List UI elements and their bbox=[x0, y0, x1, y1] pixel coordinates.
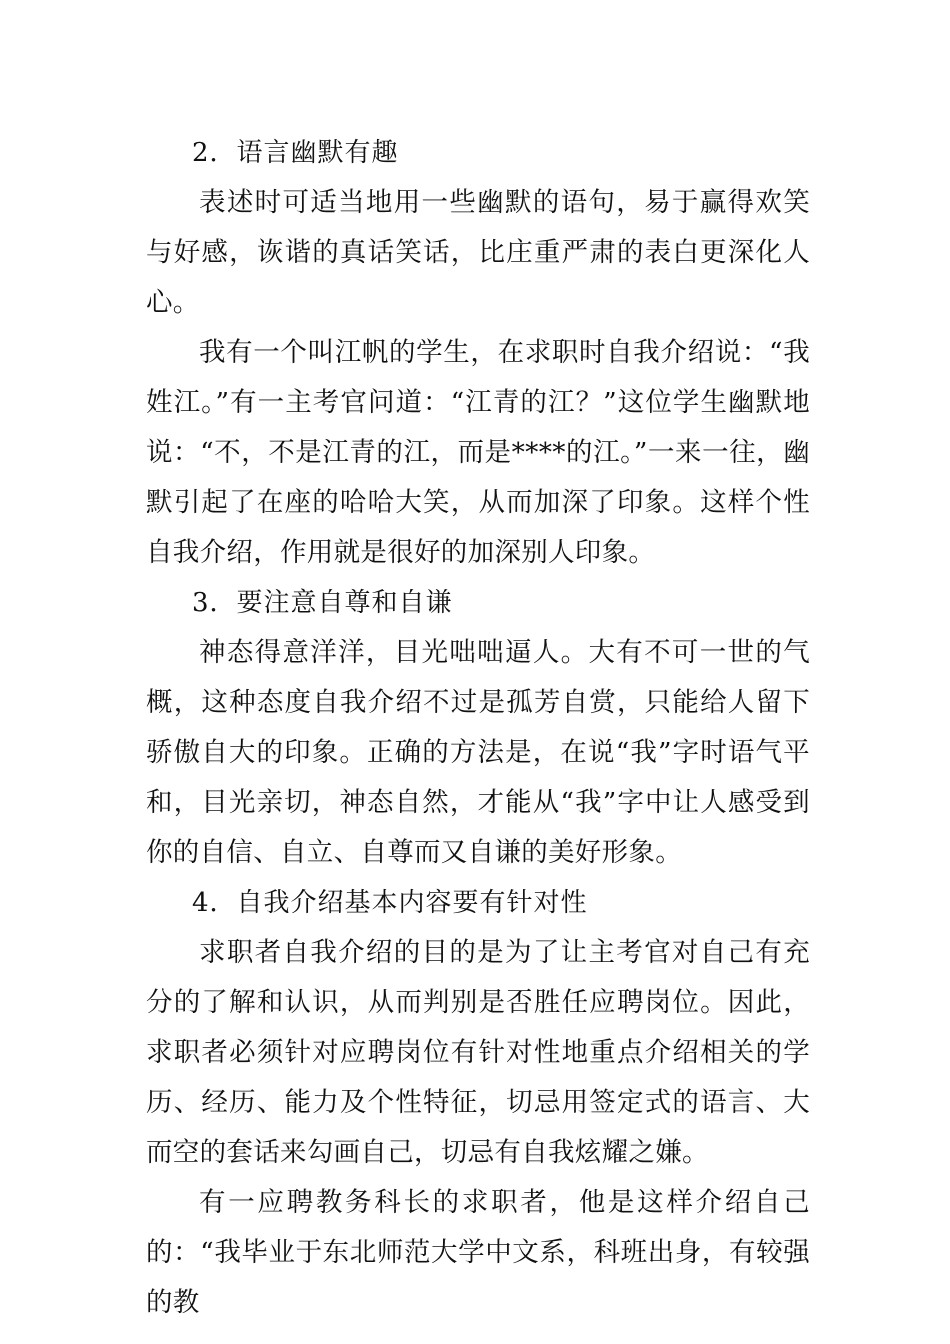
paragraph-applicant-example: 有一应聘教务科长的求职者，他是这样介绍自己的：“我毕业于东北师范大学中文系，科班出身，有较强的教 bbox=[146, 1187, 811, 1318]
paragraph-self-respect: 神态得意洋洋，目光咄咄逼人。大有不可一世的气概，这种态度自我介绍不过是孤芳自赏，只能给人留下骄傲自大的印象。正确的方法是，在说“我”字时语气平和，目光亲切，神态自然，才能从“我”字中让人感受到你的自信、自立、自尊而又自谦的美好形象。 bbox=[146, 637, 810, 868]
paragraph-humor-example: 我有一个叫江帆的学生，在求职时自我介绍说：“我姓江。”有一主考官问道：“江青的江？”这位学生幽默地说：“不，不是江青的江，而是****的江。”一来一往，幽默引起了在座的哈哈大笑，从而加深了印象。这样个性自我介绍，作用就是很好的加深别人印象。 bbox=[146, 337, 810, 568]
document-body bbox=[146, 128, 810, 1328]
paragraph-humor-intro: 表述时可适当地用一些幽默的语句，易于赢得欢笑与好感，诙谐的真话笑话，比庄重严肃的表白更深化人心。 bbox=[146, 187, 810, 318]
paragraph-targeted-content: 求职者自我介绍的目的是为了让主考官对自己有充分的了解和认识，从而判别是否胜任应聘岗位。因此，求职者必须针对应聘岗位有针对性地重点介绍相关的学历、经历、能力及个性特征，切忌用签定式的语言、大而空的套话来勾画自己，切忌有自我炫耀之嫌。 bbox=[146, 937, 810, 1168]
section-heading-self-respect: 3．要注意自尊和自谦 bbox=[192, 588, 453, 618]
section-heading-humor: 2．语言幽默有趣 bbox=[192, 138, 399, 168]
section-heading-targeted-content: 4．自我介绍基本内容要有针对性 bbox=[192, 888, 588, 918]
